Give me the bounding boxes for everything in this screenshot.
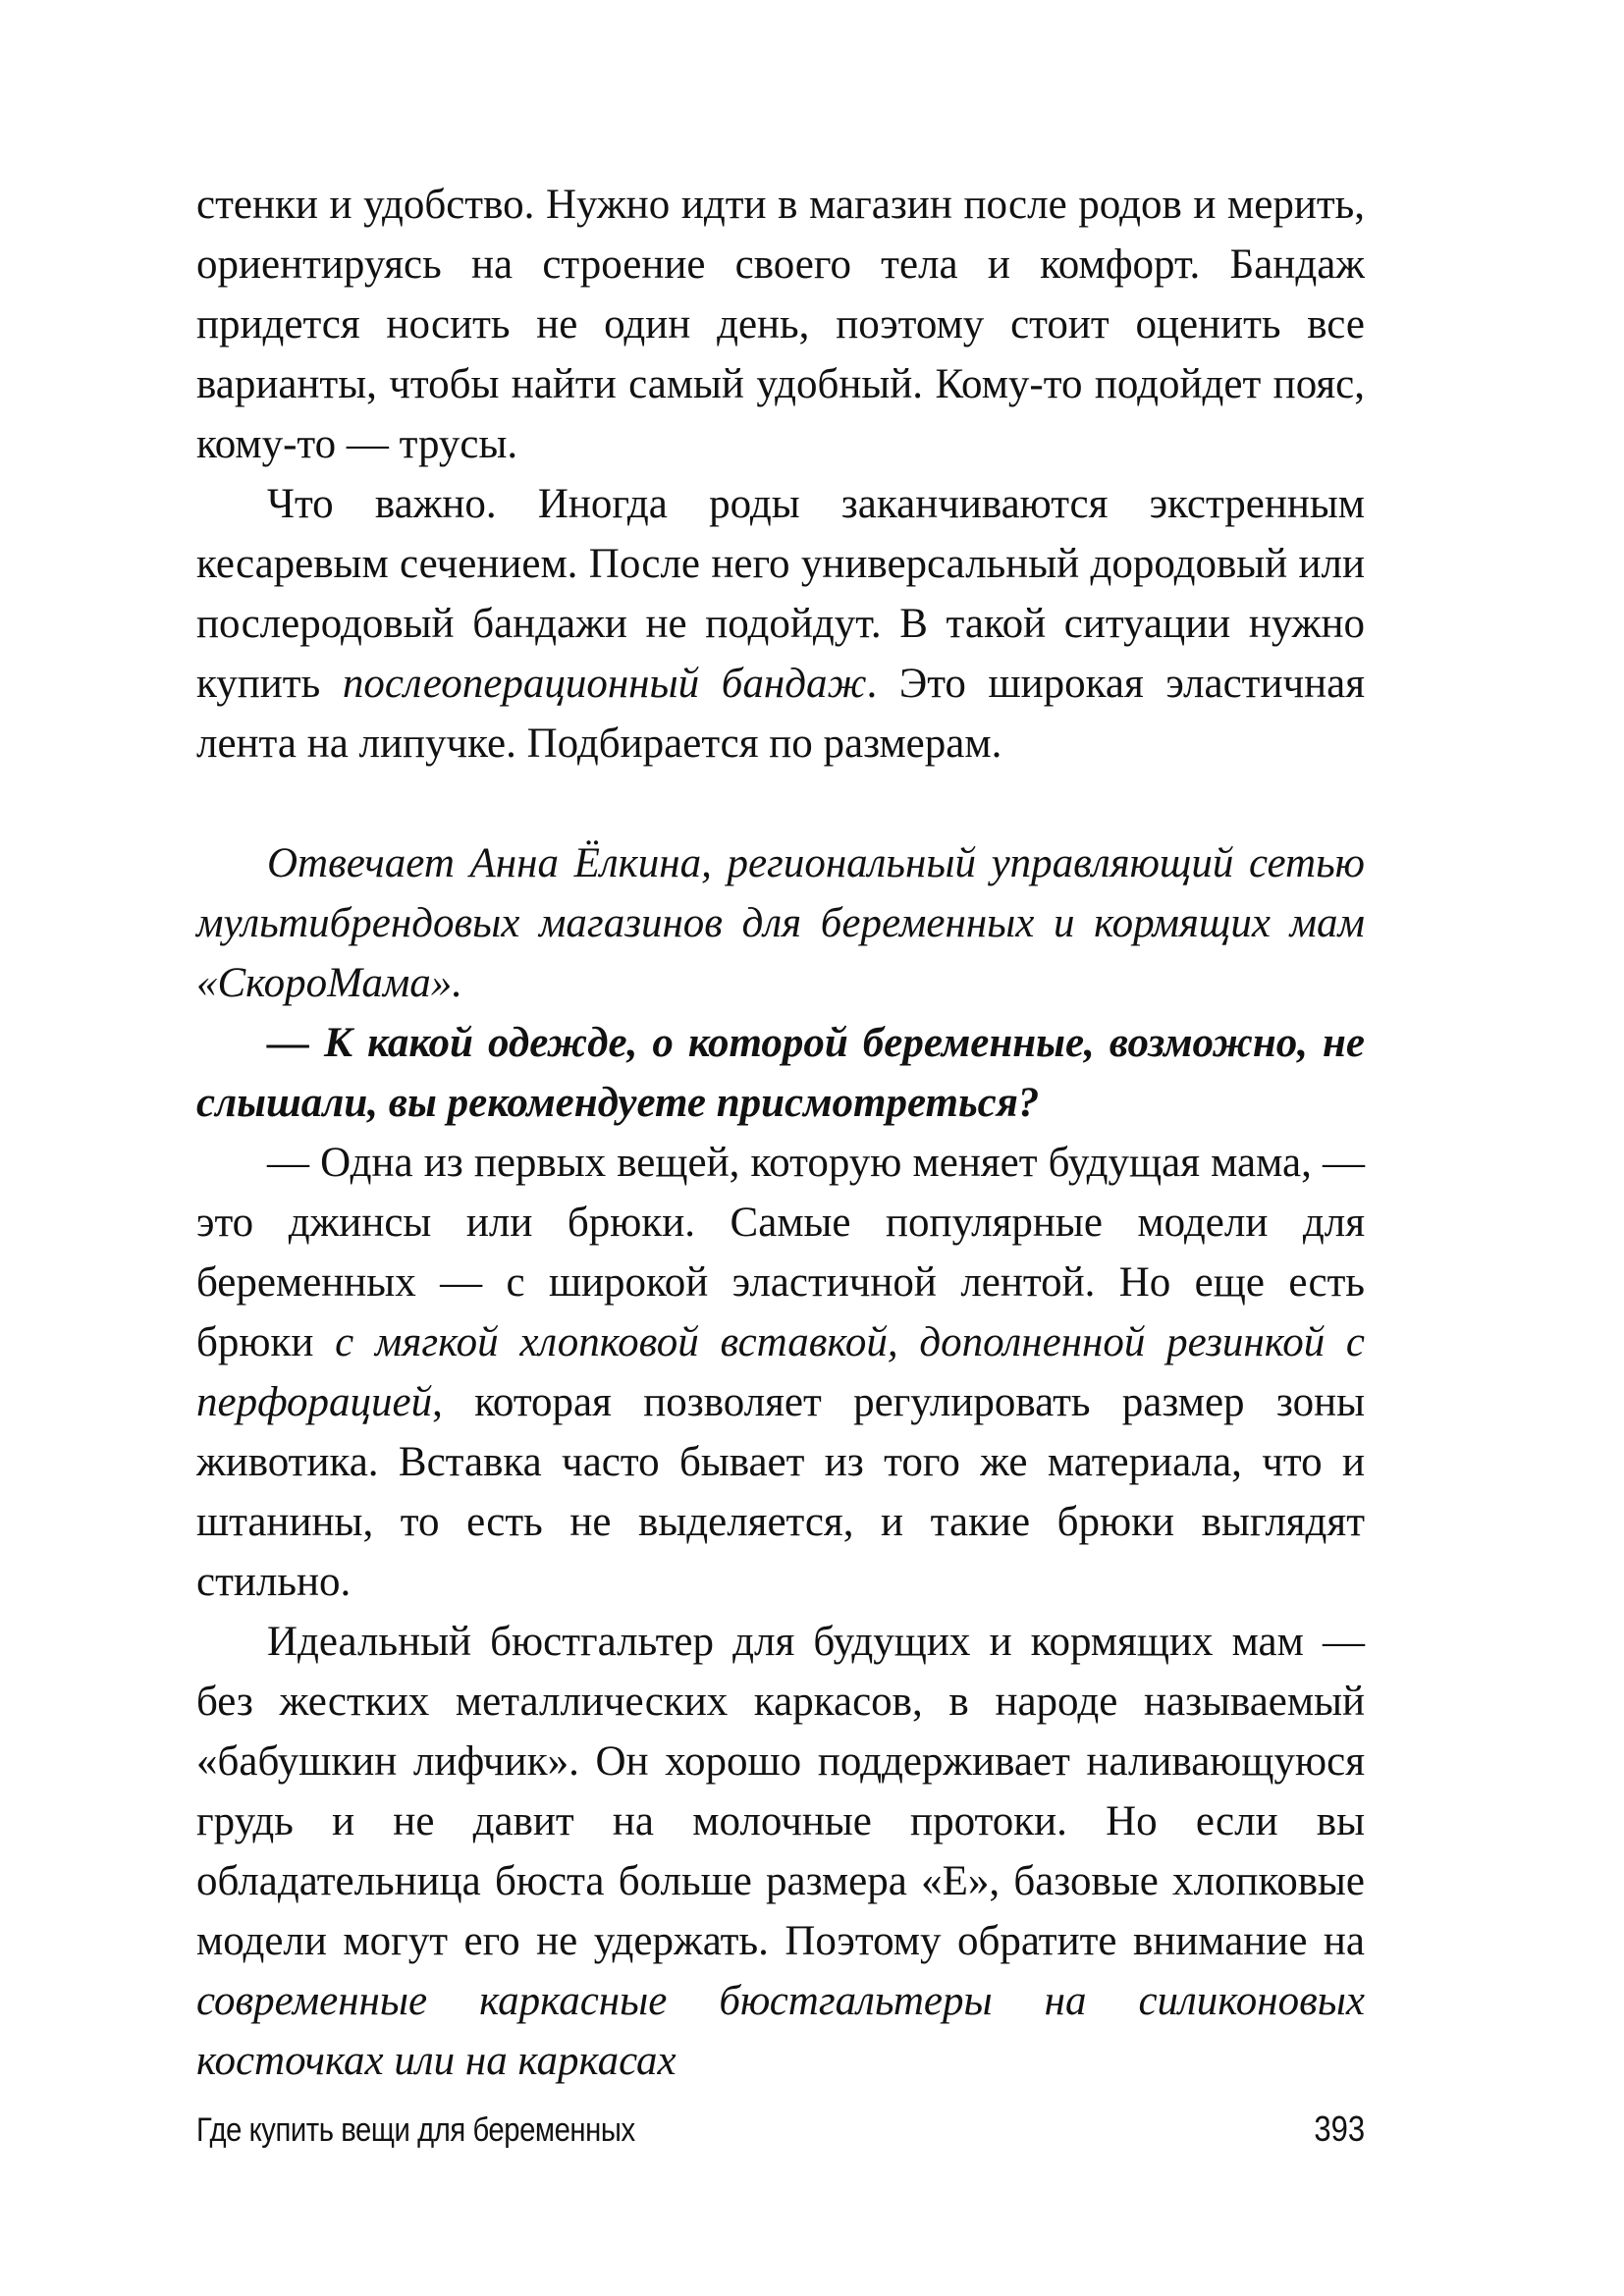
footer-section-title: Где купить вещи для беременных [196, 2111, 635, 2149]
paragraph-body [196, 1612, 1365, 2091]
text-run: стенки и удобство. Нужно идти в магазин после родов и мерить, ориентируясь на строение своего тела и комфорт. Бандаж придется носить не один день, поэтому стоит оценить все варианты, чтобы найти самый удобный. Кому-то подойдет пояс, кому-то — трусы. [196, 182, 1365, 467]
paragraph-body [196, 474, 1365, 774]
text-run: . Это широкая эластичная лента на липучке. Подбирается по размерам. [196, 661, 1365, 767]
bold-italic-run: — К какой одежде, о которой беременные, возможно, не слышали, вы рекомендуете присмотреться? [196, 1020, 1365, 1126]
paragraph-body-continued [196, 175, 1365, 474]
text-run: Идеальный бюстгальтер для будущих и кормящих мам — без жестких металлических каркасов, в народе называемый «бабушкин лифчик». Он хорошо поддерживает наливающуюся грудь и не давит на молочные протоки. Но если вы обладательница бюста больше размера «Е», базовые хлопковые модели могут его не удержать. Поэтому обратите внимание на [196, 1619, 1365, 1964]
text-run: Что важно. Иногда роды заканчиваются экстренным кесаревым сечением. После него универсальный дородовый или послеродовый бандажи не подойдут. В такой ситуации нужно купить [196, 481, 1365, 707]
italic-run: современные каркасные бюстгальтеры на силиконовых косточках или на каркасах [196, 1978, 1365, 2084]
italic-run: с мягкой хлопковой вставкой, дополненной резинкой с перфорацией [196, 1319, 1365, 1425]
text-run: — Одна из первых вещей, которую меняет будущая мама, — это джинсы или брюки. Самые популярные модели для беременных — с широкой эластичной лентой. Но еще есть брюки [196, 1140, 1365, 1365]
text-run: Отвечает Анна Ёлкина, региональный управляющий сетью мультибрендовых магазинов для беременных и кормящих мам «СкороМама». [196, 840, 1365, 1006]
paragraph-body [196, 1133, 1365, 1612]
text-run: , которая позволяет регулировать размер зоны животика. Вставка часто бывает из того же материала, что и штанины, то есть не выделяется, и такие брюки выглядят стильно. [196, 1379, 1365, 1605]
page-number: 393 [1314, 2109, 1365, 2149]
italic-run: послеоперационный бандаж [342, 661, 867, 707]
paragraph-question [196, 1013, 1365, 1133]
paragraph-attribution [196, 833, 1365, 1013]
running-footer [196, 2109, 1365, 2150]
text-block [196, 175, 1365, 2091]
